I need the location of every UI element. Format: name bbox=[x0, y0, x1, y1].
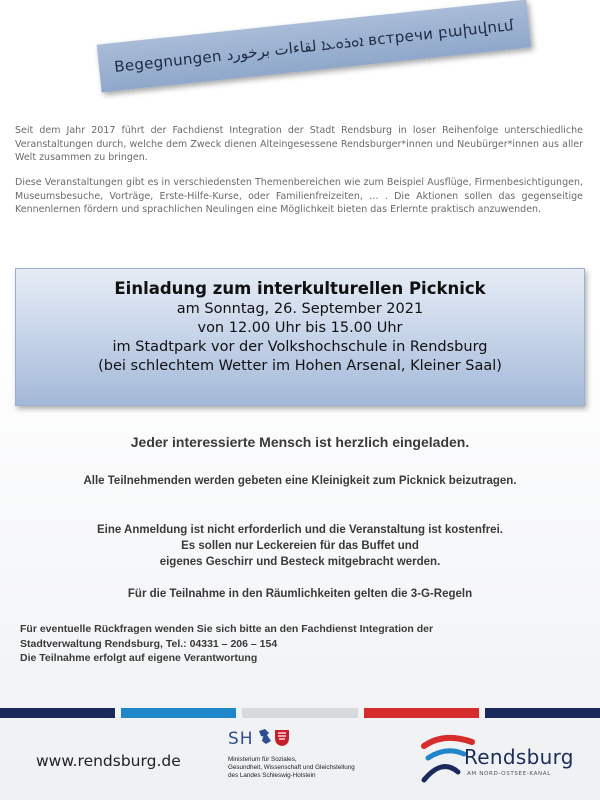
website-link[interactable]: www.rendsburg.de bbox=[36, 752, 181, 770]
sh-logo-text: SH bbox=[228, 729, 254, 749]
ministry-line-1: Ministerium für Soziales, bbox=[228, 756, 297, 763]
color-stripes bbox=[0, 708, 600, 718]
intro-paragraph-2: Diese Veranstaltungen gibt es in verschiedensten Themenbereichen wie zum Beispiel Ausflüge, Firmenbesichtigungen, Museumsbesuche, Vorträge, Erste-Hilfe-Kurse, oder Familienfreizeiten, … . Die Aktionen sollen das gegenseitige Kennenlernen fördern und sprachlichen Neulingen eine Möglichkeit bieten das Erlernte praktisch anzuwenden. bbox=[15, 177, 583, 215]
contact-info bbox=[20, 622, 580, 666]
invitation-box bbox=[15, 268, 585, 406]
invitation-alternative-place: (bei schlechtem Wetter im Hohen Arsenal, Kleiner Saal) bbox=[98, 358, 502, 374]
contact-line-1: Für eventuelle Rückfragen wenden Sie sich bitte an den Fachdienst Integration der bbox=[20, 623, 434, 635]
stripe bbox=[485, 708, 600, 718]
rendsburg-logo-tagline: AM NORD-OSTSEE-KANAL bbox=[467, 771, 551, 777]
contact-line-3: Die Teilnahme erfolgt auf eigene Verantwortung bbox=[20, 652, 258, 664]
intro-paragraph-1: Seit dem Jahr 2017 führt der Fachdienst Integration der Stadt Rendsburg in loser Reihenfolge unterschiedliche Veranstaltungen durch, welche dem Zweck dienen Alteingesessene Rendsburger*innen und Neubürger*innen aus aller Welt zusammen zu bringen. bbox=[15, 125, 583, 163]
ministry-line-2: Gesundheit, Wissenschaft und Gleichstellung bbox=[228, 764, 355, 771]
registration-text bbox=[0, 522, 600, 570]
ministry-line-3: des Landes Schleswig-Holstein bbox=[228, 772, 316, 779]
invitation-time: von 12.00 Uhr bis 15.00 Uhr bbox=[197, 320, 403, 336]
registration-line-1: Eine Anmeldung ist nicht erforderlich und die Veranstaltung ist kostenfrei. bbox=[97, 524, 503, 536]
title-banner bbox=[97, 0, 532, 92]
welcome-text: Jeder interessierte Mensch ist herzlich eingeladen. bbox=[130, 434, 470, 450]
rendsburg-logo bbox=[420, 728, 580, 788]
registration-line-3: eigenes Geschirr und Besteck mitgebracht werden. bbox=[159, 556, 441, 568]
rendsburg-logo-name: Rendsburg bbox=[464, 745, 574, 769]
stripe bbox=[364, 708, 479, 718]
stripe bbox=[242, 708, 357, 718]
invitation-date: am Sonntag, 26. September 2021 bbox=[176, 301, 424, 317]
contact-line-2: Stadtverwaltung Rendsburg, Tel.: 04331 – 206 – 154 bbox=[20, 637, 278, 650]
invitation-place: im Stadtpark vor der Volkshochschule in Rendsburg bbox=[112, 339, 488, 355]
invitation-title: Einladung zum interkulturellen Picknick bbox=[114, 279, 486, 298]
covid-rules-text: Für die Teilnahme in den Räumlichkeiten gelten die 3-G-Regeln bbox=[127, 588, 473, 600]
ministry-name bbox=[228, 756, 388, 780]
coat-of-arms-icon bbox=[257, 727, 291, 751]
banner-text: Begegnungen ܐܘܪܘܥܐ لقاءات برخورد встречи բախվում bbox=[113, 16, 515, 76]
stripe bbox=[0, 708, 115, 718]
contribution-text: Alle Teilnehmenden werden gebeten eine Kleinigkeit zum Picknick beizutragen. bbox=[83, 475, 517, 487]
stripe bbox=[121, 708, 236, 718]
registration-line-2: Es sollen nur Leckereien für das Buffet und bbox=[181, 540, 419, 552]
ministry-logo bbox=[228, 727, 388, 780]
